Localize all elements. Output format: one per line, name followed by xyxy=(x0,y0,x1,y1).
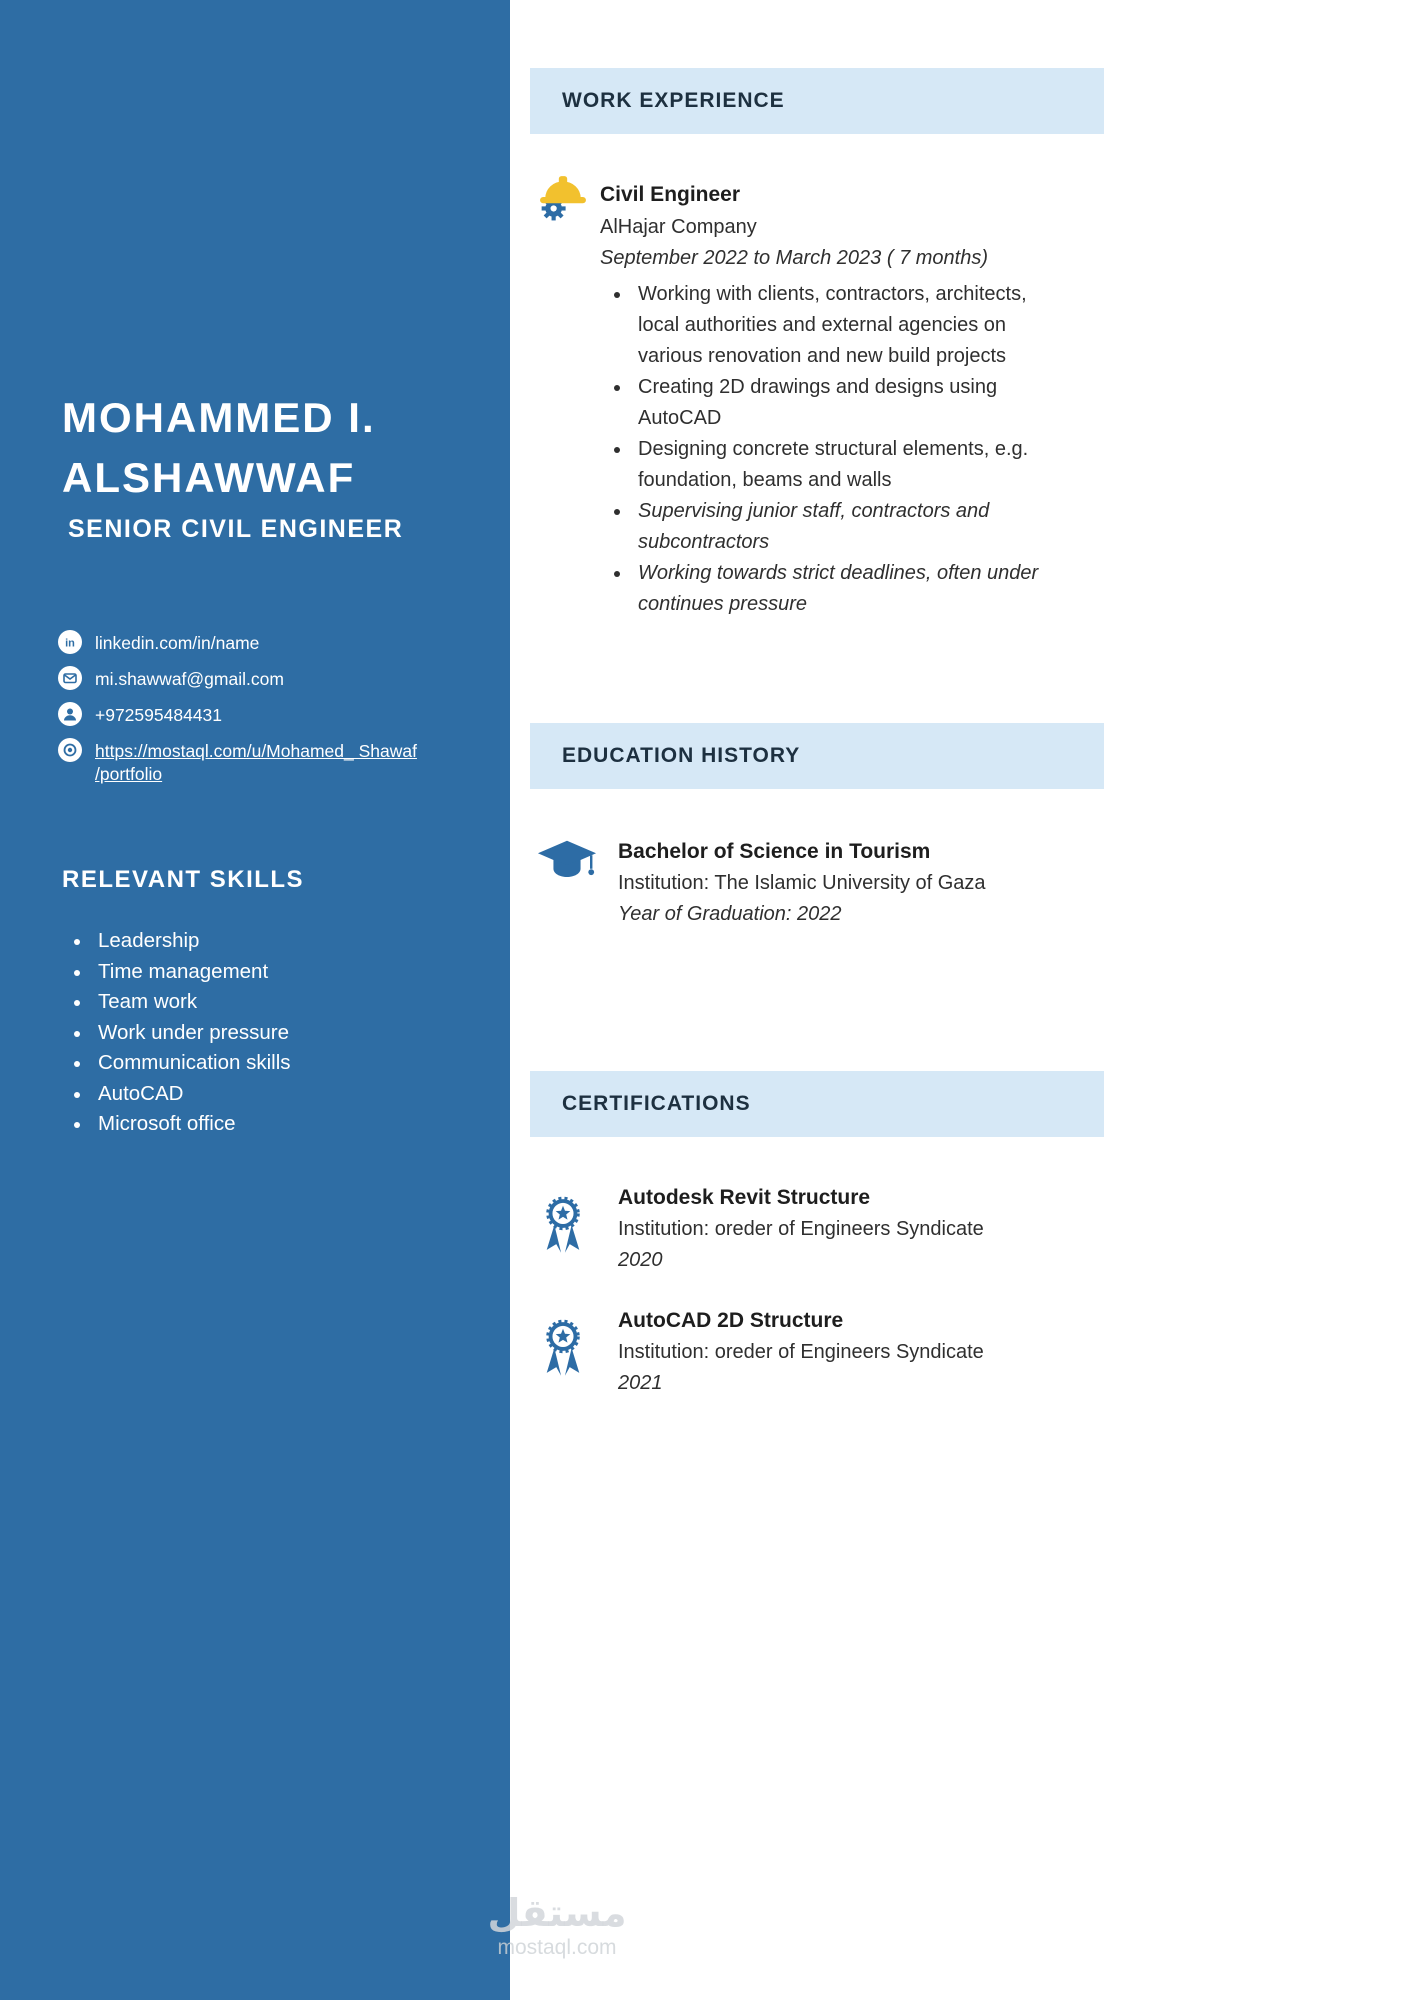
work-bullet-list xyxy=(614,279,1052,620)
work-entry xyxy=(600,183,1052,620)
portfolio-link-line2: /portfolio xyxy=(95,764,163,784)
skill-item: Team work xyxy=(98,987,291,1018)
linkedin-text: linkedin.com/in/name xyxy=(95,633,260,653)
person-name-line1: MOHAMMED I. xyxy=(62,394,376,441)
skill-item: AutoCAD xyxy=(98,1079,291,1110)
skill-item: Time management xyxy=(98,957,291,988)
job-title: Civil Engineer xyxy=(600,183,741,206)
skill-item: Communication skills xyxy=(98,1048,291,1079)
work-experience-header xyxy=(530,68,1104,134)
certification-entry xyxy=(618,1186,1058,1272)
contact-linkedin xyxy=(58,630,468,655)
certifications-header xyxy=(530,1071,1104,1137)
education-history-header xyxy=(530,723,1104,789)
education-entry xyxy=(618,840,1048,926)
work-bullet: Supervising junior staff, contractors and subcontractors xyxy=(614,496,1052,558)
medal-icon xyxy=(540,1190,586,1258)
certification-institution: Institution: oreder of Engineers Syndicate xyxy=(618,1218,984,1240)
contact-phone xyxy=(58,702,468,727)
skills-list xyxy=(98,926,291,1140)
employment-dates: September 2022 to March 2023 ( 7 months) xyxy=(600,247,988,269)
person-icon xyxy=(58,702,82,726)
svg-text:in: in xyxy=(65,637,75,650)
skill-item: Microsoft office xyxy=(98,1109,291,1140)
skill-item: Work under pressure xyxy=(98,1018,291,1049)
email-text: mi.shawwaf@gmail.com xyxy=(95,669,284,689)
person-name-line2: ALSHAWWAF xyxy=(62,454,356,501)
hard-hat-icon xyxy=(538,172,588,222)
certification-title: AutoCAD 2D Structure xyxy=(618,1309,844,1332)
work-bullet: Creating 2D drawings and designs using AutoCAD xyxy=(614,372,1052,434)
degree-title: Bachelor of Science in Tourism xyxy=(618,840,931,863)
portfolio-link-line1: https://mostaql.com/u/Mohamed_ Shawaf xyxy=(95,741,417,761)
graduation-cap-icon xyxy=(536,836,598,888)
watermark-arabic: مستقل xyxy=(487,1893,627,1935)
contact-portfolio xyxy=(58,738,468,786)
sidebar xyxy=(0,0,510,2000)
work-bullet: Designing concrete structural elements, e.g. foundation, beams and walls xyxy=(614,434,1052,496)
contact-list xyxy=(58,630,468,797)
portfolio-link[interactable] xyxy=(95,741,417,784)
medal-icon xyxy=(540,1313,586,1381)
certification-title: Autodesk Revit Structure xyxy=(618,1186,871,1209)
phone-text: +972595484431 xyxy=(95,705,223,725)
graduation-year: Year of Graduation: 2022 xyxy=(618,903,842,925)
company-name: AlHajar Company xyxy=(600,216,757,238)
person-role-title: SENIOR CIVIL ENGINEER xyxy=(68,515,404,543)
contact-email xyxy=(58,666,468,691)
certification-institution: Institution: oreder of Engineers Syndicate xyxy=(618,1341,984,1363)
work-bullet: Working towards strict deadlines, often under continues pressure xyxy=(614,558,1052,620)
person-name xyxy=(62,388,482,508)
certification-entry xyxy=(618,1309,1058,1395)
eye-icon xyxy=(58,738,82,762)
education-institution: Institution: The Islamic University of Gaza xyxy=(618,872,986,894)
email-icon xyxy=(58,666,82,690)
linkedin-icon xyxy=(58,630,82,654)
watermark-latin: mostaql.com xyxy=(497,1936,617,1959)
certification-year: 2021 xyxy=(618,1372,663,1394)
work-experience-title: WORK EXPERIENCE xyxy=(562,89,785,112)
work-bullet: Working with clients, contractors, architects, local authorities and external agencies on various renovation and new build projects xyxy=(614,279,1052,372)
certification-year: 2020 xyxy=(618,1249,663,1271)
skills-heading: RELEVANT SKILLS xyxy=(62,866,305,893)
education-history-title: EDUCATION HISTORY xyxy=(562,744,801,767)
certifications-title: CERTIFICATIONS xyxy=(562,1092,751,1115)
skill-item: Leadership xyxy=(98,926,291,957)
